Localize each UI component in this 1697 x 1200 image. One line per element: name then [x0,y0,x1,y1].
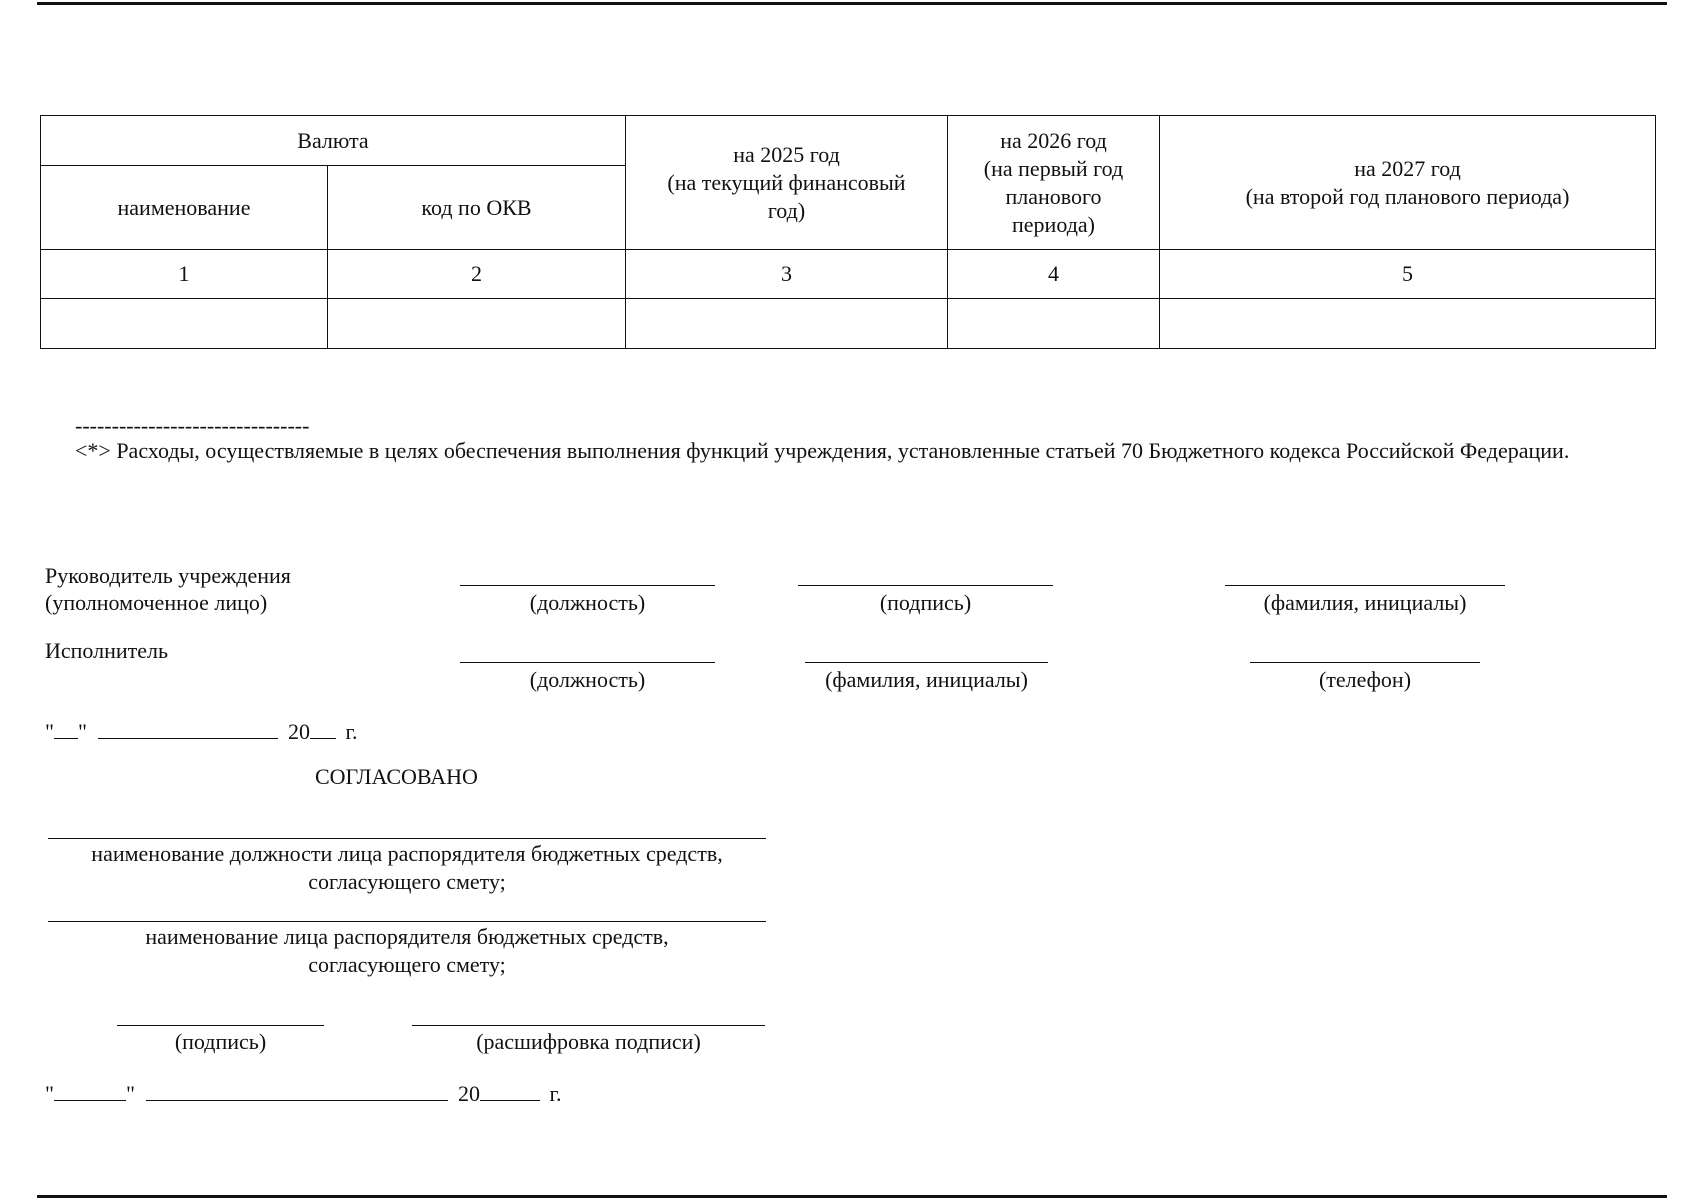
head-fullname-caption: (фамилия, инициалы) [1263,590,1467,615]
year2-header: на 2026 год (на первый год планового периода) [948,116,1160,250]
col-number: 2 [328,250,626,299]
top-rule [37,2,1667,5]
approval-position-line[interactable] [48,838,766,839]
okv-header: код по ОКВ [328,166,626,250]
head-signature-line[interactable] [798,585,1053,586]
data-cell-okv[interactable] [328,299,626,349]
data-cell-year2[interactable] [948,299,1160,349]
head-label-line2: (уполномоченное лицо) [45,590,268,615]
bottom-rule [37,1195,1667,1198]
executor-label: Исполнитель [45,638,169,663]
data-cell-name[interactable] [41,299,328,349]
data-cell-year3[interactable] [1160,299,1656,349]
footnote-text: <*> Расходы, осуществляемые в целях обеспечения выполнения функций учреждения, установленные статьей 70 Бюджетного кодекса Российской Федерации. [75,438,1570,463]
approval-decoding-line[interactable] [412,1025,765,1026]
year1-header: на 2025 год (на текущий финансовый год) [626,116,948,250]
currency-table [40,115,1656,349]
approval-date-day-blank[interactable] [54,1078,126,1101]
head-position-caption: (должность) [529,590,646,615]
data-cell-year1[interactable] [626,299,948,349]
name-header: наименование [41,166,328,250]
approval-date-line: " " 20 г. [45,1078,562,1107]
approval-name-line[interactable] [48,921,766,922]
executor-position-caption: (должность) [529,667,646,692]
executor-phone-caption: (телефон) [1318,667,1412,692]
approval-decoding-caption: (расшифровка подписи) [476,1029,701,1054]
approval-name-caption: наименование лица распорядителя бюджетных средств, согласующего смету; [145,924,669,977]
approval-signature-caption: (подпись) [174,1029,267,1054]
col-number: 4 [948,250,1160,299]
approval-title: СОГЛАСОВАНО [315,764,478,789]
year3-header: на 2027 год (на второй год планового периода) [1160,116,1656,250]
approval-date-year-blank[interactable] [480,1078,540,1101]
currency-header: Валюта [41,116,626,166]
footnote-separator: -------------------------------- [75,413,310,438]
col-number: 3 [626,250,948,299]
col-number: 1 [41,250,328,299]
date-year-blank[interactable] [310,716,336,739]
head-label-line1: Руководитель учреждения [45,563,291,588]
approval-signature-line[interactable] [117,1025,324,1026]
executor-fullname-line[interactable] [805,662,1048,663]
date-month-blank[interactable] [98,716,278,739]
executor-phone-line[interactable] [1250,662,1480,663]
approval-date-month-blank[interactable] [146,1078,448,1101]
date-day-blank[interactable] [54,716,78,739]
approval-position-caption: наименование должности лица распорядителя бюджетных средств, согласующего смету; [91,841,723,894]
col-number: 5 [1160,250,1656,299]
head-signature-caption: (подпись) [879,590,972,615]
date-line: " " 20 г. [45,716,358,745]
executor-fullname-caption: (фамилия, инициалы) [825,667,1028,692]
head-fullname-line[interactable] [1225,585,1505,586]
executor-position-line[interactable] [460,662,715,663]
head-position-line[interactable] [460,585,715,586]
